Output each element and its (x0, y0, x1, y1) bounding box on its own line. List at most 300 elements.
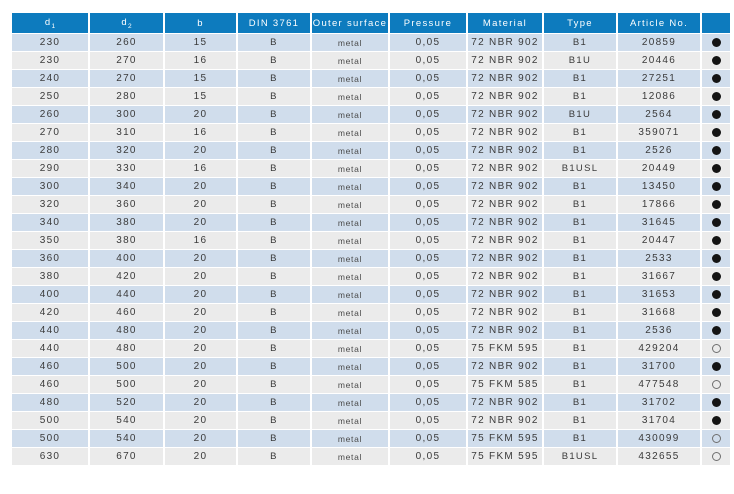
cell-b: 20 (164, 448, 237, 466)
cell-d2: 670 (89, 448, 164, 466)
cell-type: B1 (543, 250, 617, 268)
cell-article: 31645 (617, 214, 701, 232)
filled-circle-icon (712, 110, 721, 119)
cell-d2: 270 (89, 52, 164, 70)
cell-type: B1 (543, 304, 617, 322)
cell-din: B (237, 448, 311, 466)
filled-circle-icon (712, 362, 721, 371)
column-header-label: d (121, 16, 128, 28)
cell-article: 477548 (617, 376, 701, 394)
table-row (11, 124, 731, 142)
cell-material: 72 NBR 902 (467, 214, 543, 232)
cell-material: 72 NBR 902 (467, 88, 543, 106)
cell-d1: 320 (11, 196, 89, 214)
column-header-label: d (44, 16, 52, 28)
cell-din: B (237, 430, 311, 448)
cell-material: 72 NBR 902 (467, 178, 543, 196)
cell-availability (701, 394, 731, 412)
table-row (11, 304, 731, 322)
cell-din: B (237, 286, 311, 304)
column-header-b (164, 13, 237, 34)
cell-availability (701, 70, 731, 88)
cell-din: B (237, 124, 311, 142)
cell-article: 2564 (617, 106, 701, 124)
cell-pressure: 0,05 (389, 304, 467, 322)
cell-b: 20 (164, 178, 237, 196)
cell-d2: 270 (89, 70, 164, 88)
column-header-subscript: 2 (127, 22, 132, 30)
cell-availability (701, 304, 731, 322)
table-row (11, 34, 731, 52)
cell-material: 75 FKM 595 (467, 340, 543, 358)
cell-d1: 280 (11, 142, 89, 160)
cell-din: B (237, 34, 311, 52)
cell-type: B1 (543, 376, 617, 394)
cell-d1: 340 (11, 214, 89, 232)
cell-d1: 290 (11, 160, 89, 178)
cell-pressure: 0,05 (389, 34, 467, 52)
cell-d1: 500 (11, 430, 89, 448)
cell-b: 20 (164, 322, 237, 340)
cell-outer: metal (311, 34, 389, 52)
cell-article: 429204 (617, 340, 701, 358)
cell-din: B (237, 376, 311, 394)
cell-outer: metal (311, 250, 389, 268)
cell-article: 31653 (617, 286, 701, 304)
cell-din: B (237, 304, 311, 322)
cell-pressure: 0,05 (389, 322, 467, 340)
column-header-pressure (389, 13, 467, 34)
cell-article: 430099 (617, 430, 701, 448)
cell-d1: 500 (11, 412, 89, 430)
cell-b: 20 (164, 430, 237, 448)
table-row (11, 250, 731, 268)
cell-material: 72 NBR 902 (467, 70, 543, 88)
cell-b: 20 (164, 286, 237, 304)
cell-type: B1 (543, 142, 617, 160)
cell-d1: 260 (11, 106, 89, 124)
cell-article: 2533 (617, 250, 701, 268)
cell-d1: 350 (11, 232, 89, 250)
cell-d1: 240 (11, 70, 89, 88)
cell-material: 72 NBR 902 (467, 196, 543, 214)
cell-pressure: 0,05 (389, 250, 467, 268)
column-header-availability (701, 13, 731, 34)
cell-availability (701, 52, 731, 70)
filled-circle-icon (712, 398, 721, 407)
cell-type: B1 (543, 358, 617, 376)
cell-article: 20449 (617, 160, 701, 178)
cell-b: 20 (164, 106, 237, 124)
cell-availability (701, 142, 731, 160)
cell-d2: 440 (89, 286, 164, 304)
cell-pressure: 0,05 (389, 340, 467, 358)
cell-availability (701, 358, 731, 376)
cell-d2: 260 (89, 34, 164, 52)
cell-pressure: 0,05 (389, 286, 467, 304)
cell-d2: 540 (89, 430, 164, 448)
cell-b: 20 (164, 358, 237, 376)
cell-d2: 400 (89, 250, 164, 268)
column-header-d1 (11, 13, 89, 34)
cell-article: 2526 (617, 142, 701, 160)
table-row (11, 358, 731, 376)
column-header-din (237, 13, 311, 34)
cell-type: B1 (543, 286, 617, 304)
cell-type: B1 (543, 340, 617, 358)
cell-outer: metal (311, 340, 389, 358)
cell-availability (701, 376, 731, 394)
cell-pressure: 0,05 (389, 412, 467, 430)
cell-outer: metal (311, 196, 389, 214)
table-row (11, 394, 731, 412)
cell-availability (701, 340, 731, 358)
cell-d1: 230 (11, 34, 89, 52)
filled-circle-icon (712, 38, 721, 47)
column-header-type (543, 13, 617, 34)
cell-outer: metal (311, 88, 389, 106)
cell-outer: metal (311, 286, 389, 304)
cell-d1: 360 (11, 250, 89, 268)
column-header-outer (311, 13, 389, 34)
cell-material: 72 NBR 902 (467, 322, 543, 340)
cell-d2: 330 (89, 160, 164, 178)
cell-d2: 540 (89, 412, 164, 430)
filled-circle-icon (712, 308, 721, 317)
cell-din: B (237, 412, 311, 430)
table-row (11, 196, 731, 214)
cell-d1: 440 (11, 322, 89, 340)
cell-material: 75 FKM 595 (467, 430, 543, 448)
cell-din: B (237, 196, 311, 214)
cell-type: B1USL (543, 160, 617, 178)
cell-material: 72 NBR 902 (467, 124, 543, 142)
cell-pressure: 0,05 (389, 106, 467, 124)
cell-material: 72 NBR 902 (467, 52, 543, 70)
cell-material: 75 FKM 595 (467, 448, 543, 466)
cell-outer: metal (311, 448, 389, 466)
cell-d2: 280 (89, 88, 164, 106)
cell-article: 432655 (617, 448, 701, 466)
cell-material: 72 NBR 902 (467, 358, 543, 376)
seal-spec-table (10, 12, 732, 466)
cell-material: 72 NBR 902 (467, 106, 543, 124)
column-header-label: DIN 3761 (248, 17, 300, 29)
filled-circle-icon (712, 200, 721, 209)
cell-availability (701, 232, 731, 250)
filled-circle-icon (712, 236, 721, 245)
cell-d1: 270 (11, 124, 89, 142)
cell-b: 20 (164, 196, 237, 214)
cell-d2: 360 (89, 196, 164, 214)
table-row (11, 214, 731, 232)
cell-pressure: 0,05 (389, 70, 467, 88)
cell-article: 20447 (617, 232, 701, 250)
cell-pressure: 0,05 (389, 430, 467, 448)
filled-circle-icon (712, 164, 721, 173)
hollow-circle-icon (712, 434, 721, 443)
table-row (11, 232, 731, 250)
cell-availability (701, 178, 731, 196)
cell-type: B1 (543, 124, 617, 142)
cell-d1: 300 (11, 178, 89, 196)
hollow-circle-icon (712, 380, 721, 389)
table-row (11, 430, 731, 448)
cell-d1: 230 (11, 52, 89, 70)
cell-pressure: 0,05 (389, 376, 467, 394)
cell-din: B (237, 178, 311, 196)
cell-material: 72 NBR 902 (467, 34, 543, 52)
column-header-label: Material (482, 17, 528, 29)
cell-material: 72 NBR 902 (467, 304, 543, 322)
cell-pressure: 0,05 (389, 358, 467, 376)
cell-material: 72 NBR 902 (467, 142, 543, 160)
cell-outer: metal (311, 124, 389, 142)
cell-outer: metal (311, 394, 389, 412)
cell-d2: 500 (89, 358, 164, 376)
cell-outer: metal (311, 52, 389, 70)
table-row (11, 448, 731, 466)
cell-type: B1U (543, 52, 617, 70)
cell-d2: 300 (89, 106, 164, 124)
cell-material: 72 NBR 902 (467, 232, 543, 250)
cell-b: 15 (164, 88, 237, 106)
hollow-circle-icon (712, 344, 721, 353)
cell-article: 31667 (617, 268, 701, 286)
cell-pressure: 0,05 (389, 160, 467, 178)
cell-type: B1 (543, 430, 617, 448)
column-header-label: b (197, 17, 204, 29)
cell-article: 31668 (617, 304, 701, 322)
cell-d1: 480 (11, 394, 89, 412)
cell-d1: 440 (11, 340, 89, 358)
cell-type: B1 (543, 322, 617, 340)
cell-d2: 500 (89, 376, 164, 394)
filled-circle-icon (712, 56, 721, 65)
table-row (11, 52, 731, 70)
cell-article: 17866 (617, 196, 701, 214)
cell-din: B (237, 340, 311, 358)
cell-availability (701, 448, 731, 466)
cell-type: B1 (543, 214, 617, 232)
cell-d2: 480 (89, 340, 164, 358)
cell-material: 72 NBR 902 (467, 250, 543, 268)
filled-circle-icon (712, 218, 721, 227)
cell-b: 20 (164, 412, 237, 430)
cell-d1: 380 (11, 268, 89, 286)
cell-din: B (237, 52, 311, 70)
cell-outer: metal (311, 358, 389, 376)
table-row (11, 106, 731, 124)
cell-article: 31704 (617, 412, 701, 430)
cell-availability (701, 106, 731, 124)
column-header-label: Article No. (629, 17, 689, 29)
cell-pressure: 0,05 (389, 394, 467, 412)
filled-circle-icon (712, 92, 721, 101)
column-header-label: Pressure (403, 17, 453, 29)
cell-availability (701, 268, 731, 286)
cell-din: B (237, 106, 311, 124)
cell-din: B (237, 250, 311, 268)
filled-circle-icon (712, 146, 721, 155)
cell-b: 16 (164, 124, 237, 142)
cell-outer: metal (311, 430, 389, 448)
cell-availability (701, 430, 731, 448)
cell-type: B1 (543, 412, 617, 430)
cell-din: B (237, 160, 311, 178)
cell-pressure: 0,05 (389, 88, 467, 106)
cell-outer: metal (311, 214, 389, 232)
cell-article: 27251 (617, 70, 701, 88)
cell-availability (701, 412, 731, 430)
cell-article: 12086 (617, 88, 701, 106)
hollow-circle-icon (712, 452, 721, 461)
cell-b: 20 (164, 340, 237, 358)
cell-d2: 480 (89, 322, 164, 340)
column-header-d2 (89, 13, 164, 34)
column-header-subscript: 1 (51, 22, 56, 30)
cell-d1: 250 (11, 88, 89, 106)
cell-d1: 630 (11, 448, 89, 466)
cell-outer: metal (311, 70, 389, 88)
cell-type: B1U (543, 106, 617, 124)
table-row (11, 160, 731, 178)
cell-pressure: 0,05 (389, 232, 467, 250)
cell-outer: metal (311, 142, 389, 160)
cell-d1: 460 (11, 376, 89, 394)
cell-article: 359071 (617, 124, 701, 142)
cell-pressure: 0,05 (389, 142, 467, 160)
cell-pressure: 0,05 (389, 268, 467, 286)
cell-d2: 420 (89, 268, 164, 286)
cell-din: B (237, 88, 311, 106)
table-row (11, 142, 731, 160)
cell-material: 72 NBR 902 (467, 394, 543, 412)
cell-din: B (237, 322, 311, 340)
cell-d2: 380 (89, 214, 164, 232)
cell-d2: 340 (89, 178, 164, 196)
cell-outer: metal (311, 232, 389, 250)
cell-outer: metal (311, 106, 389, 124)
table-row (11, 268, 731, 286)
cell-article: 20859 (617, 34, 701, 52)
column-header-material (467, 13, 543, 34)
cell-d2: 320 (89, 142, 164, 160)
cell-b: 20 (164, 376, 237, 394)
cell-availability (701, 124, 731, 142)
filled-circle-icon (712, 326, 721, 335)
table-row (11, 70, 731, 88)
cell-din: B (237, 394, 311, 412)
cell-b: 15 (164, 34, 237, 52)
table-row (11, 88, 731, 106)
cell-outer: metal (311, 322, 389, 340)
cell-din: B (237, 268, 311, 286)
cell-type: B1 (543, 268, 617, 286)
cell-type: B1 (543, 394, 617, 412)
table-row (11, 322, 731, 340)
cell-type: B1 (543, 70, 617, 88)
cell-outer: metal (311, 412, 389, 430)
cell-din: B (237, 358, 311, 376)
cell-availability (701, 250, 731, 268)
cell-type: B1 (543, 34, 617, 52)
column-header-article (617, 13, 701, 34)
cell-b: 20 (164, 142, 237, 160)
cell-b: 16 (164, 232, 237, 250)
cell-type: B1 (543, 178, 617, 196)
cell-d1: 420 (11, 304, 89, 322)
cell-article: 31702 (617, 394, 701, 412)
cell-d2: 380 (89, 232, 164, 250)
cell-din: B (237, 142, 311, 160)
cell-type: B1USL (543, 448, 617, 466)
cell-outer: metal (311, 376, 389, 394)
table-row (11, 340, 731, 358)
cell-pressure: 0,05 (389, 448, 467, 466)
table-row (11, 178, 731, 196)
cell-b: 16 (164, 52, 237, 70)
cell-b: 20 (164, 394, 237, 412)
filled-circle-icon (712, 74, 721, 83)
cell-outer: metal (311, 304, 389, 322)
cell-pressure: 0,05 (389, 178, 467, 196)
cell-b: 20 (164, 268, 237, 286)
cell-outer: metal (311, 178, 389, 196)
cell-d1: 460 (11, 358, 89, 376)
cell-material: 72 NBR 902 (467, 160, 543, 178)
cell-d2: 460 (89, 304, 164, 322)
cell-availability (701, 160, 731, 178)
cell-type: B1 (543, 88, 617, 106)
cell-b: 16 (164, 160, 237, 178)
cell-availability (701, 196, 731, 214)
table-body (11, 34, 731, 466)
table-row (11, 376, 731, 394)
cell-pressure: 0,05 (389, 124, 467, 142)
cell-type: B1 (543, 196, 617, 214)
cell-article: 31700 (617, 358, 701, 376)
cell-outer: metal (311, 268, 389, 286)
cell-article: 2536 (617, 322, 701, 340)
cell-d2: 520 (89, 394, 164, 412)
filled-circle-icon (712, 182, 721, 191)
column-header-label: Type (567, 17, 593, 29)
cell-din: B (237, 70, 311, 88)
cell-b: 20 (164, 304, 237, 322)
cell-material: 72 NBR 902 (467, 286, 543, 304)
cell-b: 20 (164, 214, 237, 232)
cell-article: 13450 (617, 178, 701, 196)
cell-pressure: 0,05 (389, 52, 467, 70)
column-header-label: Outer surface (312, 17, 388, 29)
cell-outer: metal (311, 160, 389, 178)
table-row (11, 412, 731, 430)
cell-availability (701, 88, 731, 106)
filled-circle-icon (712, 128, 721, 137)
cell-pressure: 0,05 (389, 196, 467, 214)
cell-b: 15 (164, 70, 237, 88)
filled-circle-icon (712, 416, 721, 425)
filled-circle-icon (712, 254, 721, 263)
cell-d2: 310 (89, 124, 164, 142)
cell-article: 20446 (617, 52, 701, 70)
cell-pressure: 0,05 (389, 214, 467, 232)
cell-din: B (237, 214, 311, 232)
filled-circle-icon (712, 272, 721, 281)
cell-material: 72 NBR 902 (467, 268, 543, 286)
cell-b: 20 (164, 250, 237, 268)
